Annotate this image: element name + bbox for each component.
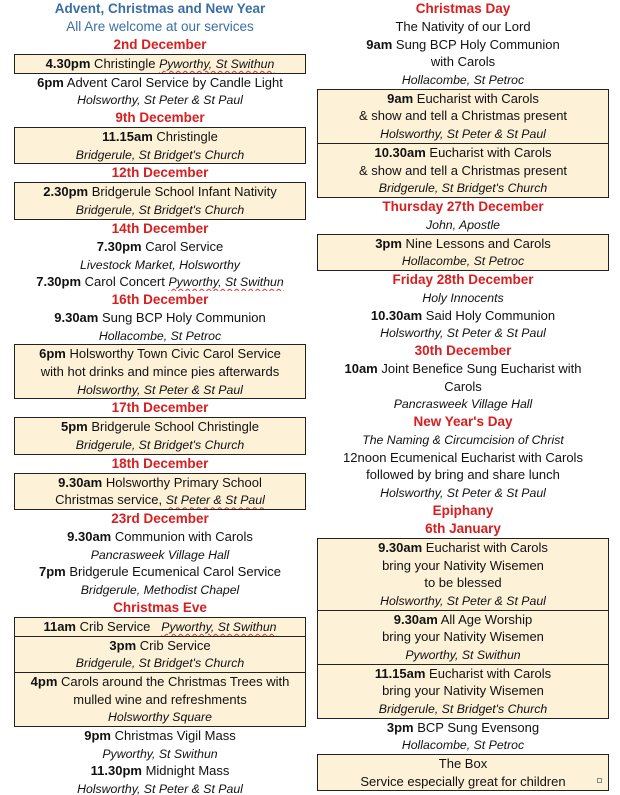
venue-text: Hollacombe, St Petroc xyxy=(401,254,525,269)
service-line xyxy=(317,378,609,396)
service-line xyxy=(317,307,609,325)
venue-text: Pancrasweek Village Hall xyxy=(393,397,533,412)
venue-text: Pancrasweek Village Hall xyxy=(90,547,230,562)
service-line xyxy=(318,628,608,646)
service-line xyxy=(14,238,306,256)
service-line xyxy=(317,431,609,449)
venue-text: Bridgerule, Methodist Chapel xyxy=(80,583,240,598)
service-line xyxy=(14,528,306,546)
service-box xyxy=(14,344,306,399)
service-line xyxy=(318,773,608,791)
date-heading: Christmas Eve xyxy=(113,599,207,615)
service-text: Carol Service xyxy=(141,238,224,254)
service-box xyxy=(317,234,609,271)
service-line xyxy=(317,719,609,737)
service-line xyxy=(14,581,306,599)
venue-text: Holsworthy, St Peter & St Paul xyxy=(380,486,546,501)
service-time: 9.30am xyxy=(54,309,99,325)
service-time: 11.15am xyxy=(102,129,153,145)
service-box xyxy=(317,143,609,198)
service-line xyxy=(318,574,608,592)
date-heading: 12th December xyxy=(111,165,209,181)
service-line xyxy=(15,128,305,146)
service-time: 11am xyxy=(43,618,76,634)
service-line xyxy=(15,381,305,399)
service-text: Christmas service, xyxy=(55,492,166,508)
service-line xyxy=(318,539,608,557)
service-time: 4.30pm xyxy=(45,56,91,71)
service-text: Holsworthy Town Civic Carol Service xyxy=(65,346,281,362)
service-group xyxy=(317,719,609,754)
service-line xyxy=(318,252,608,270)
service-line xyxy=(317,71,609,89)
service-group xyxy=(14,309,306,344)
service-time: 10am xyxy=(344,361,378,376)
date-heading: 2nd December xyxy=(113,37,207,52)
service-line xyxy=(317,289,609,307)
service-line xyxy=(317,53,609,71)
service-box xyxy=(317,754,609,791)
venue-text: Hollacombe, St Petroc xyxy=(401,738,525,753)
service-line xyxy=(15,673,305,691)
service-line xyxy=(318,90,608,108)
service-text: Carols xyxy=(444,378,482,394)
service-text: bring your Nativity Wisemen xyxy=(382,683,544,699)
service-text: Christingle xyxy=(152,129,218,145)
service-text: bring your Nativity Wisemen xyxy=(382,629,544,645)
service-text: Midnight Mass xyxy=(141,763,230,779)
service-text: Bridgerule Ecumenical Carol Service xyxy=(65,564,282,580)
venue-text: Holsworthy, St Peter & St Paul xyxy=(380,326,546,341)
service-box xyxy=(14,473,306,510)
service-line xyxy=(318,179,608,197)
service-line xyxy=(318,107,608,125)
service-text: Christingle xyxy=(90,56,160,71)
venue-text: Bridgerule, St Bridget's Church xyxy=(378,702,548,716)
page-title: All Are welcome at our services xyxy=(66,19,254,34)
service-line xyxy=(317,36,609,54)
service-line xyxy=(14,762,306,780)
service-text: to be blessed xyxy=(424,575,502,591)
date-heading: Epiphany xyxy=(432,502,494,518)
service-line xyxy=(15,436,305,454)
venue-text: Pyworthy, St Swithun xyxy=(168,275,284,290)
service-line xyxy=(318,611,608,629)
service-line xyxy=(14,563,306,581)
service-box xyxy=(14,672,306,727)
service-line xyxy=(317,324,609,342)
service-line xyxy=(317,395,609,413)
date-heading: 16th December xyxy=(111,291,209,307)
service-text: Holsworthy Primary School xyxy=(102,474,262,490)
service-line xyxy=(14,546,306,564)
service-time: 3pm xyxy=(386,719,414,735)
left-column xyxy=(14,0,306,795)
venue-text: Holsworthy, St Peter & St Paul xyxy=(77,782,243,795)
service-line xyxy=(15,618,305,636)
service-line xyxy=(15,474,305,492)
service-box xyxy=(317,664,609,719)
service-box xyxy=(14,182,306,219)
service-text: The Box xyxy=(438,756,488,772)
service-time: 2.30pm xyxy=(43,184,89,200)
service-line xyxy=(318,557,608,575)
service-line xyxy=(14,327,306,345)
service-text: Bridgerule School Infant Nativity xyxy=(88,184,277,200)
service-line xyxy=(14,256,306,274)
service-text: 12noon Ecumenical Eucharist with Carols xyxy=(343,449,583,465)
date-heading: 30th December xyxy=(414,343,512,358)
service-text: Bridgerule School Christingle xyxy=(87,419,259,435)
service-line xyxy=(14,780,306,795)
service-time: 9.30am xyxy=(67,529,112,545)
date-heading: Friday 28th December xyxy=(392,271,534,287)
service-line xyxy=(14,745,306,763)
service-text: mulled wine and refreshments xyxy=(73,691,247,707)
service-time: 7.30pm xyxy=(96,238,142,254)
date-heading: 9th December xyxy=(115,110,205,126)
date-heading: 6th January xyxy=(425,520,501,536)
venue-text: Hollacombe, St Petroc xyxy=(98,328,222,343)
service-line xyxy=(318,646,608,664)
date-heading: 17th December xyxy=(111,400,209,416)
service-line xyxy=(318,235,608,253)
venue-text: Holsworthy, St Peter & St Paul xyxy=(77,93,243,108)
service-group xyxy=(14,74,306,109)
date-heading: 14th December xyxy=(111,220,209,236)
date-heading: 23rd December xyxy=(111,511,209,527)
service-text: Communion with Carols xyxy=(111,529,253,545)
service-text: with hot drinks and mince pies afterwards xyxy=(40,363,280,379)
service-line xyxy=(15,418,305,436)
service-time: 9.30am xyxy=(393,611,438,627)
service-text: Nine Lessons and Carols xyxy=(401,235,551,251)
service-text: Service especially great for children xyxy=(360,773,566,789)
service-text: Sung BCP Holy Communion xyxy=(98,309,266,325)
service-text: Crib Service xyxy=(76,618,162,634)
service-box xyxy=(317,610,609,665)
service-box xyxy=(317,538,609,611)
service-line xyxy=(15,691,305,709)
service-group xyxy=(317,18,609,89)
service-group xyxy=(14,238,306,291)
venue-text: Bridgerule, St Bridget's Church xyxy=(75,147,245,162)
service-line xyxy=(15,654,305,672)
venue-text: Hollacombe, St Petroc xyxy=(401,73,525,88)
service-time: 9pm xyxy=(84,727,111,743)
venue-text: Holy Innocents xyxy=(422,290,504,305)
service-line xyxy=(14,273,306,291)
service-line xyxy=(317,736,609,754)
service-time: 3pm xyxy=(109,637,137,653)
service-text: Said Holy Communion xyxy=(422,307,556,323)
service-line xyxy=(318,682,608,700)
service-time: 10.30am xyxy=(370,307,423,323)
service-line xyxy=(317,216,609,234)
right-column xyxy=(317,0,609,791)
service-text: & show and tell a Christmas present xyxy=(358,108,568,124)
service-text: Eucharist with Carols xyxy=(425,665,552,681)
service-time: 7pm xyxy=(38,564,66,580)
service-line xyxy=(317,466,609,484)
venue-text: Holsworthy, St Peter & St Paul xyxy=(380,593,546,608)
service-text: Carols around the Christmas Trees with xyxy=(57,673,290,689)
service-text: The Nativity of our Lord xyxy=(395,19,531,34)
service-line xyxy=(15,183,305,201)
service-text: Carol Concert xyxy=(81,274,169,290)
service-line xyxy=(15,708,305,726)
service-line xyxy=(318,144,608,162)
date-heading: Christmas Day xyxy=(415,1,511,16)
venue-text: John, Apostle xyxy=(425,217,501,232)
service-line xyxy=(14,74,306,92)
venue-text: Bridgerule, St Bridget's Church xyxy=(75,656,245,671)
service-time: 10.30am xyxy=(374,144,426,160)
service-group xyxy=(317,360,609,413)
service-line xyxy=(317,449,609,467)
service-text: All Age Worship xyxy=(437,611,533,627)
service-text: Advent Carol Service by Candle Light xyxy=(63,74,283,90)
service-time: 11.30pm xyxy=(90,763,142,779)
service-time: 4pm xyxy=(30,673,58,689)
service-line xyxy=(318,755,608,773)
service-time: 6pm xyxy=(37,74,64,90)
service-time: 11.15am xyxy=(374,665,426,681)
service-group xyxy=(14,727,306,795)
service-line xyxy=(318,700,608,718)
service-text: BCP Sung Evensong xyxy=(413,719,540,735)
service-time: 6pm xyxy=(39,346,66,362)
service-line xyxy=(14,91,306,109)
service-time: 9.30am xyxy=(58,474,103,490)
service-box xyxy=(14,636,306,673)
service-box xyxy=(14,417,306,454)
venue-text: Holsworthy Square xyxy=(108,710,212,725)
venue-text: The Naming & Circumcision of Christ xyxy=(362,433,564,448)
venue-text: Holsworthy, St Peter & St Paul xyxy=(380,127,546,142)
service-line xyxy=(15,637,305,655)
service-line xyxy=(15,363,305,381)
service-line xyxy=(15,55,305,73)
service-line xyxy=(15,345,305,363)
venue-text: Bridgerule, St Bridget's Church xyxy=(75,438,245,452)
date-heading: Thursday 27th December xyxy=(382,198,544,214)
venue-text: Holsworthy, St Peter & St Paul xyxy=(77,382,243,397)
service-line xyxy=(14,309,306,327)
service-text: Eucharist with Carols xyxy=(422,539,548,555)
venue-text: Livestock Market, Holsworthy xyxy=(80,257,240,272)
date-heading: New Year's Day xyxy=(413,414,513,430)
venue-text: Pyworthy, St Swithun xyxy=(159,57,275,71)
service-time: 9am xyxy=(366,36,393,52)
service-text: Sung BCP Holy Communion xyxy=(392,36,560,52)
service-box xyxy=(14,617,306,637)
service-text: Christmas Vigil Mass xyxy=(111,727,236,743)
service-text: Eucharist with Carols xyxy=(425,144,552,160)
service-time: 9.30am xyxy=(378,539,423,555)
service-line xyxy=(318,592,608,610)
venue-text: St Peter & St Paul xyxy=(165,493,265,508)
service-box xyxy=(14,54,306,74)
service-text: followed by bring and share lunch xyxy=(366,467,560,483)
service-group xyxy=(317,431,609,502)
corner-mark xyxy=(597,778,602,783)
service-time: 3pm xyxy=(375,235,402,251)
service-line xyxy=(14,727,306,745)
service-group xyxy=(317,289,609,342)
date-heading: 18th December xyxy=(111,455,209,471)
service-line xyxy=(15,201,305,219)
service-line xyxy=(317,484,609,502)
service-text: Crib Service xyxy=(136,637,211,653)
venue-text: Bridgerule, St Bridget's Church xyxy=(378,181,548,196)
service-line xyxy=(318,665,608,683)
venue-text: Pyworthy, St Swithun xyxy=(405,647,521,662)
service-text: Joint Benefice Sung Eucharist with xyxy=(377,361,582,376)
service-group xyxy=(317,216,609,234)
venue-text: Pyworthy, St Swithun xyxy=(161,619,277,634)
service-text: with Carols xyxy=(430,54,496,70)
service-line xyxy=(318,162,608,180)
service-line xyxy=(317,360,609,378)
service-time: 9am xyxy=(387,90,414,106)
service-group xyxy=(14,528,306,599)
page-title: Advent, Christmas and New Year xyxy=(54,1,266,16)
service-time: 7.30pm xyxy=(36,274,82,290)
service-text: bring your Nativity Wisemen xyxy=(382,557,544,573)
service-box xyxy=(14,127,306,164)
service-box xyxy=(317,89,609,144)
venue-text: Pyworthy, St Swithun xyxy=(102,746,218,761)
service-time: 5pm xyxy=(61,419,88,435)
service-line xyxy=(318,125,608,143)
service-text: & show and tell a Christmas present xyxy=(358,162,568,178)
service-line xyxy=(15,146,305,164)
venue-text: Bridgerule, St Bridget's Church xyxy=(75,203,245,218)
service-line xyxy=(317,18,609,36)
service-text: Eucharist with Carols xyxy=(413,90,539,106)
service-line xyxy=(15,491,305,509)
